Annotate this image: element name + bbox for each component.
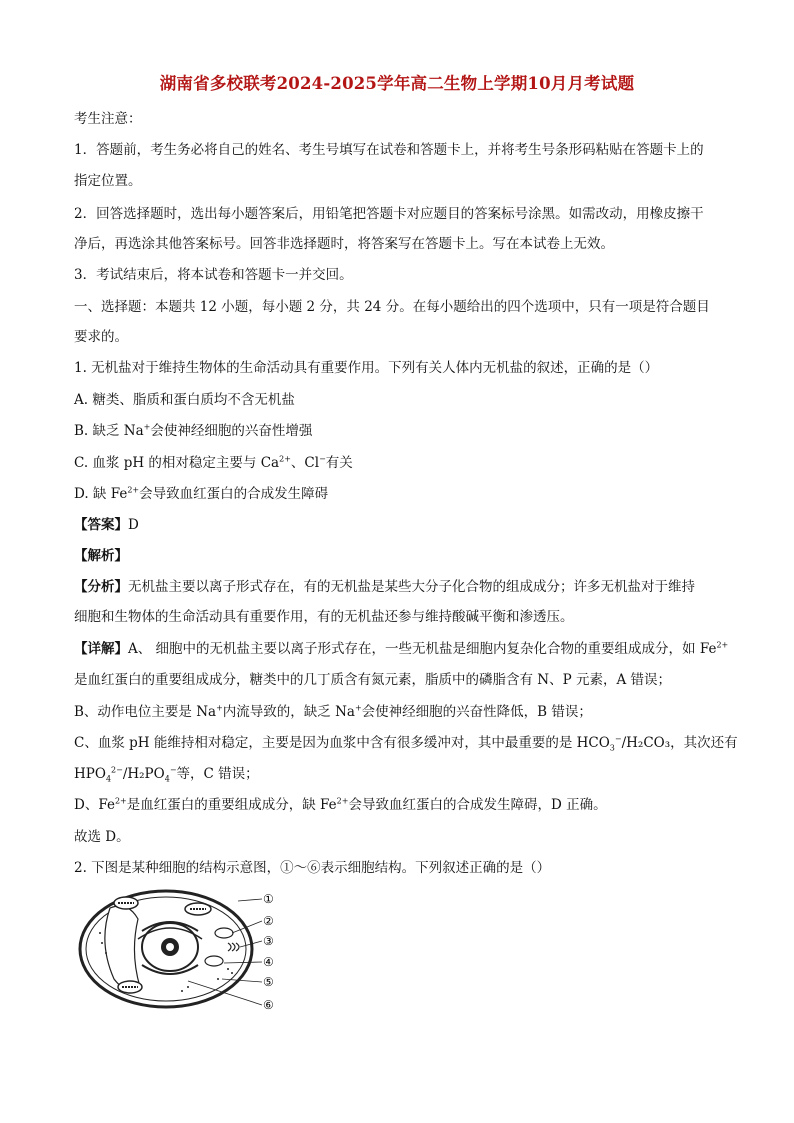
analysis-tag: 【解析】 xyxy=(74,548,128,564)
analysis-fenxi-cont: 细胞和生物体的生命活动具有重要作用，有的无机盐还参与维持酸碱平衡和渗透压。 xyxy=(74,609,574,625)
notice-item-2-cont: 净后，再选涂其他答案标号。回答非选择题时，将答案写在答题卡上。写在本试卷上无效。 xyxy=(74,236,614,252)
question-2-stem: 2. 下图是某种细胞的结构示意图，①～⑥表示细胞结构。下列叙述正确的是（） xyxy=(74,860,551,876)
label-6: ⑥ xyxy=(263,998,274,1012)
notice-item-2: 2．回答选择题时，选出每小题答案后，用铅笔把答题卡对应题目的答案标号涂黑。如需改动，用橡皮擦干 xyxy=(74,206,704,222)
question-1-option-c: C. 血浆 pH 的相对稳定主要与 $Ca^{2+}$、Cl−有关 xyxy=(74,454,353,471)
label-1: ① xyxy=(263,892,274,906)
detail-a-cont: 是血红蛋白的重要组成成分，糖类中的几丁质含有氮元素，脂质中的磷脂含有 N、P 元素，A 错误； xyxy=(74,672,672,688)
page-title: 湖南省多校联考2024-2025学年高二生物上学期10月月考试题 xyxy=(159,74,635,93)
mitochondrion xyxy=(205,956,223,966)
notice-item-3: 3．考试结束后，将本试卷和答题卡一并交回。 xyxy=(74,267,353,283)
question-1-option-d: D. 缺 $Fe^{2+}$会导致血红蛋白的合成发生障碍 xyxy=(74,485,329,502)
mitochondrion xyxy=(215,928,233,938)
question-1-option-b: B. 缺乏 Na+会使神经细胞的兴奋性增强 xyxy=(74,422,313,439)
detail-c-cont: $HPO_4^{2-}/H_2PO_4^-$等，C 错误； xyxy=(74,765,259,784)
conclusion: 故选 D。 xyxy=(74,829,130,845)
detail-d: D、$Fe^{2+}$是血红蛋白的重要组成成分，缺 $Fe^{2+}$会导致血红蛋白的合成发生障碍，D 正确。 xyxy=(74,796,607,813)
section-heading: 一、选择题：本题共 12 小题，每小题 2 分，共 24 分。在每小题给出的四个选项中，只有一项是符合题目 xyxy=(74,299,710,315)
label-5: ⑤ xyxy=(263,975,274,989)
notice-heading: 考生注意： xyxy=(74,111,142,127)
detail-a: 【详解】A、 细胞中的无机盐主要以离子形式存在，一些无机盐是细胞内复杂化合物的重要组成成分，如 $Fe^{2+}$ xyxy=(74,640,729,657)
label-4: ④ xyxy=(263,955,274,969)
cell-diagram xyxy=(78,883,288,1023)
answer-value: D xyxy=(128,517,139,533)
label-3: ③ xyxy=(263,934,274,948)
detail-c: C、血浆 pH 能维持相对稳定，主要是因为血浆中含有很多缓冲对，其中最重要的是 $HCO_3^-$/H₂CO₃，其次还有 xyxy=(74,734,738,753)
question-1-option-a: A. 糖类、脂质和蛋白质均不含无机盐 xyxy=(74,392,295,408)
answer-line xyxy=(74,516,734,534)
answer-tag: 【答案】 xyxy=(74,517,128,533)
detail-b: B、动作电位主要是 Na+内流导致的，缺乏 Na+会使神经细胞的兴奋性降低，B 错误； xyxy=(74,703,592,720)
label-2: ② xyxy=(263,914,274,928)
question-1-stem: 1. 无机盐对于维持生物体的生命活动具有重要作用。下列有关人体内无机盐的叙述，正确的是（） xyxy=(74,360,659,376)
analysis-fenxi: 【分析】无机盐主要以离子形式存在，有的无机盐是某些大分子化合物的组成成分；许多无机盐对于维持 xyxy=(74,579,695,595)
notice-item-1: 1．答题前，考生务必将自己的姓名、考生号填写在试卷和答题卡上，并将考生号条形码粘贴在答题卡上的 xyxy=(74,142,704,158)
notice-item-1-cont: 指定位置。 xyxy=(74,173,142,189)
section-heading-cont: 要求的。 xyxy=(74,329,128,345)
